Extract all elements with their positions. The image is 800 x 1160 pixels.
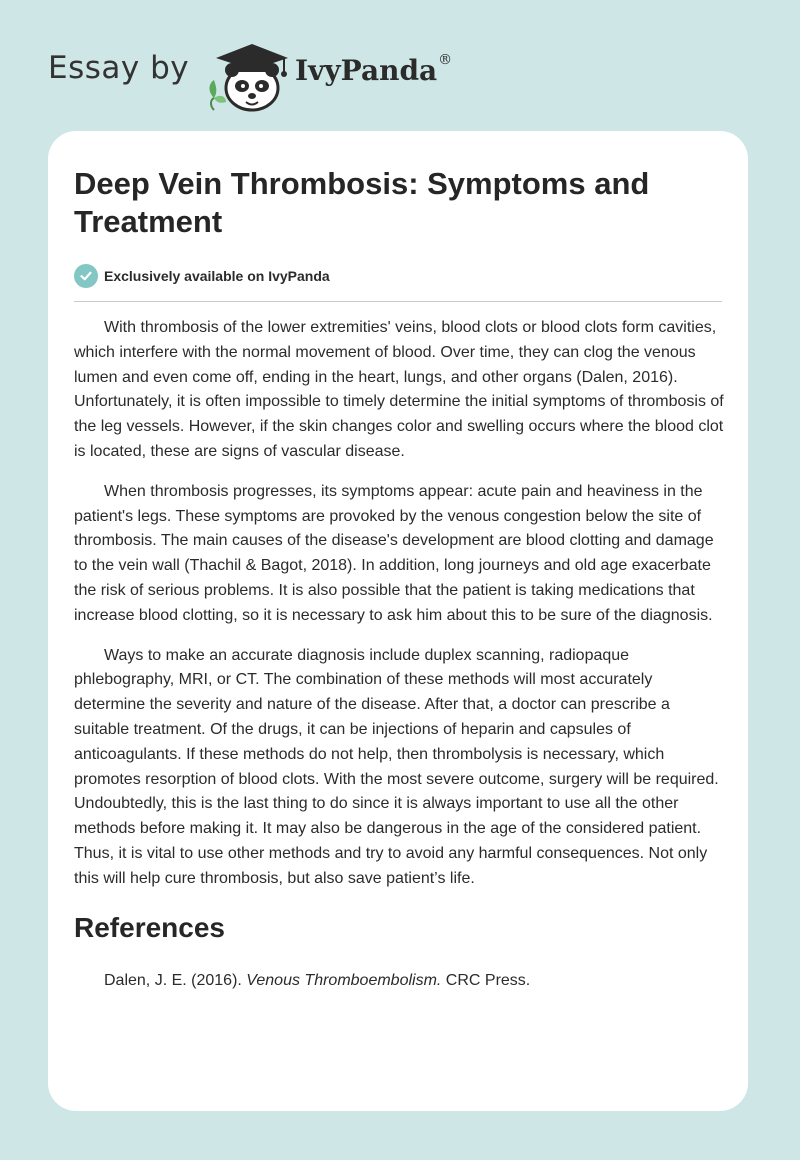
paragraph: When thrombosis progresses, its symptoms appear: acute pain and heaviness in the patient's legs. These symptoms are provoked by the venous congestion below the site of thrombosis. The main causes of the disease's development are blood clotting and damage to the vein wall (Thachil & Bagot, 2018). In addition, long journeys and old age exacerbate the risk of serious problems. It is also possible that the patient is taking medications that increase blood clotting, so it is necessary to ask him about this to be sure of the diagnosis. (74, 482, 714, 624)
references-heading: References (74, 911, 225, 943)
brand-name[interactable] (295, 54, 452, 87)
reference-item (74, 969, 722, 993)
paragraph: Ways to make an accurate diagnosis include duplex scanning, radiopaque phlebography, MRI, or CT. The combination of these methods will most accurately determine the severity and nature of the disease. After that, a doctor can prescribe a suitable treatment. Of the drugs, it can be injections of heparin and capsules of anticoagulants. If these methods do not help, then thrombolysis is necessary, which promotes resorption of blood clots. With the most severe outcome, surgery will be required. Undoubtedly, this is the last thing to do since it is always important to use all the other methods before making it. It may also be dangerous in the age of the considered patient. Thus, it is vital to use other methods and try to avoid any harmful consequences. Not only this will help cure thrombosis, but also save patient’s life. (74, 646, 719, 887)
brand-name-text: IvyPanda (295, 54, 438, 87)
exclusive-badge (74, 263, 722, 289)
site-header (48, 36, 748, 116)
divider (74, 301, 722, 302)
reference-publisher: CRC Press. (441, 971, 531, 989)
registered-mark: ® (438, 52, 453, 68)
paragraph: With thrombosis of the lower extremities' veins, blood clots or blood clots form cavities, which interfere with the normal movement of blood. Over time, they can clog the venous lumen and even come off, ending in the heart, lungs, and other organs (Dalen, 2016). Unfortunately, it is often impossible to timely determine the initial symptoms of thrombosis of the leg vessels. However, if the skin changes color and swelling occurs where the blood clot is located, these are signs of vascular disease. (74, 319, 724, 460)
badge-text: Exclusively available on IvyPanda (104, 268, 330, 284)
essay-body (74, 316, 724, 892)
essay-card (48, 131, 748, 1111)
panda-graduation-cap-logo[interactable] (200, 36, 292, 114)
reference-author: Dalen, J. E. (2016). (104, 971, 247, 989)
reference-title: Venous Thromboembolism. (246, 971, 442, 989)
essay-by-label: Essay by (48, 50, 190, 86)
page-title: Deep Vein Thrombosis: Symptoms and Treatment (74, 166, 650, 239)
check-circle-icon (74, 264, 98, 288)
